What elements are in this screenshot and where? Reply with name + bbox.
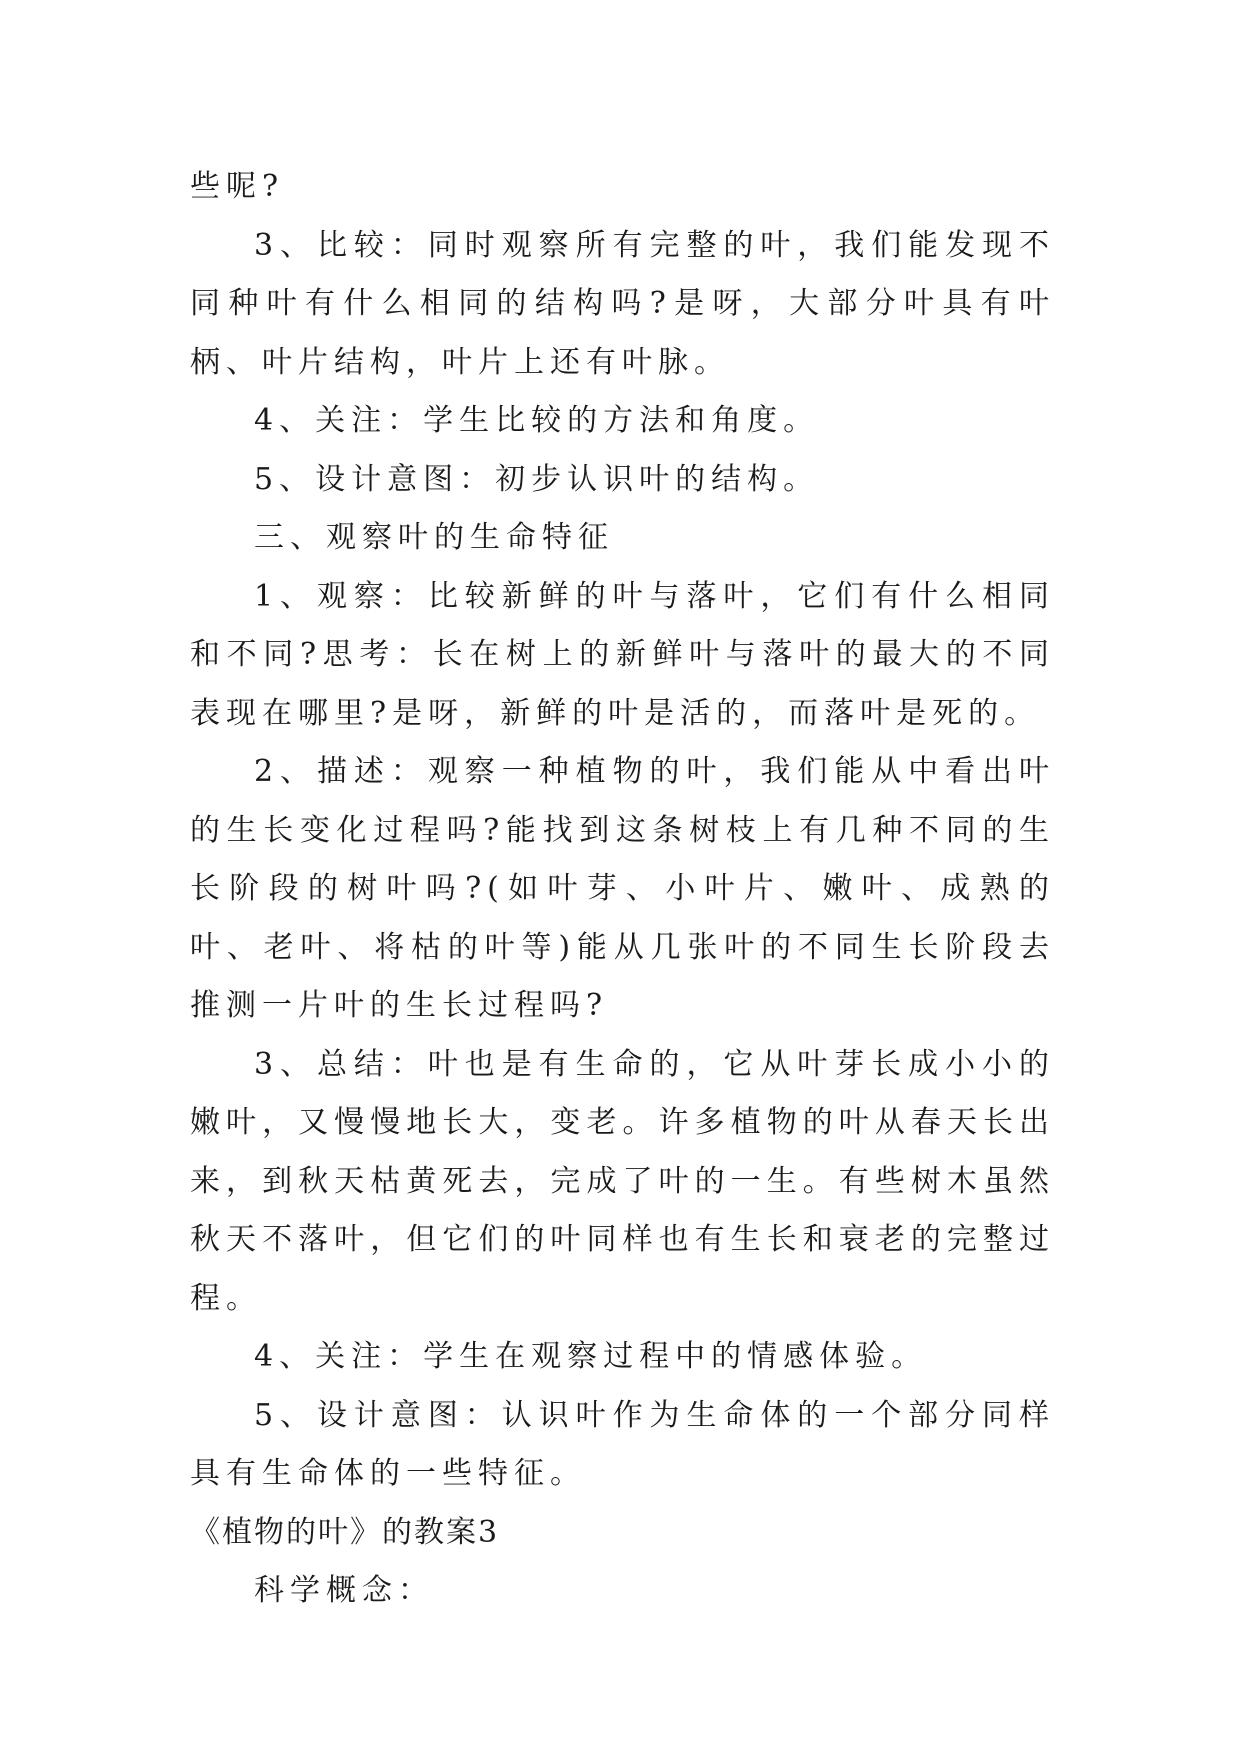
paragraph-focus-2: 4、关注：学生在观察过程中的情感体验。	[254, 1339, 928, 1374]
paragraph-compare: 3、比较：同时观察所有完整的叶，我们能发现不同种叶有什么相同的结构吗?是呀，大部分叶具有叶柄、叶片结构，叶片上还有叶脉。	[190, 227, 1055, 380]
paragraph-summary: 3、总结：叶也是有生命的，它从叶芽长成小小的嫩叶，又慢慢地长大，变老。许多植物的叶从春天长出来，到秋天枯黄死去，完成了叶的一生。有些树木虽然秋天不落叶，但它们的叶同样也有生长和衰老的完整过程。	[190, 1046, 1055, 1316]
lesson-plan-title: 《植物的叶》的教案3	[190, 1514, 500, 1550]
paragraph-describe: 2、描述：观察一种植物的叶，我们能从中看出叶的生长变化过程吗?能找到这条树枝上有几种不同的生长阶段的树叶吗?(如叶芽、小叶片、嫩叶、成熟的叶、老叶、将枯的叶等)能从几张叶的不同生长阶段去推测一片叶的生长过程吗?	[190, 754, 1055, 1023]
section-heading-3: 三、观察叶的生命特征	[254, 520, 614, 555]
paragraph-continuation: 些呢?	[190, 169, 285, 204]
paragraph-focus-1: 4、关注：学生比较的方法和角度。	[254, 403, 820, 438]
document-body	[190, 158, 1055, 1621]
science-concept-heading: 科学概念：	[254, 1573, 434, 1608]
paragraph-design-intent-2: 5、设计意图：认识叶作为生命体的一个部分同样具有生命体的一些特征。	[190, 1397, 1055, 1491]
paragraph-design-intent-1: 5、设计意图：初步认识叶的结构。	[254, 461, 820, 497]
paragraph-observe: 1、观察：比较新鲜的叶与落叶，它们有什么相同和不同?思考：长在树上的新鲜叶与落叶的最大的不同表现在哪里?是呀，新鲜的叶是活的，而落叶是死的。	[190, 578, 1055, 731]
